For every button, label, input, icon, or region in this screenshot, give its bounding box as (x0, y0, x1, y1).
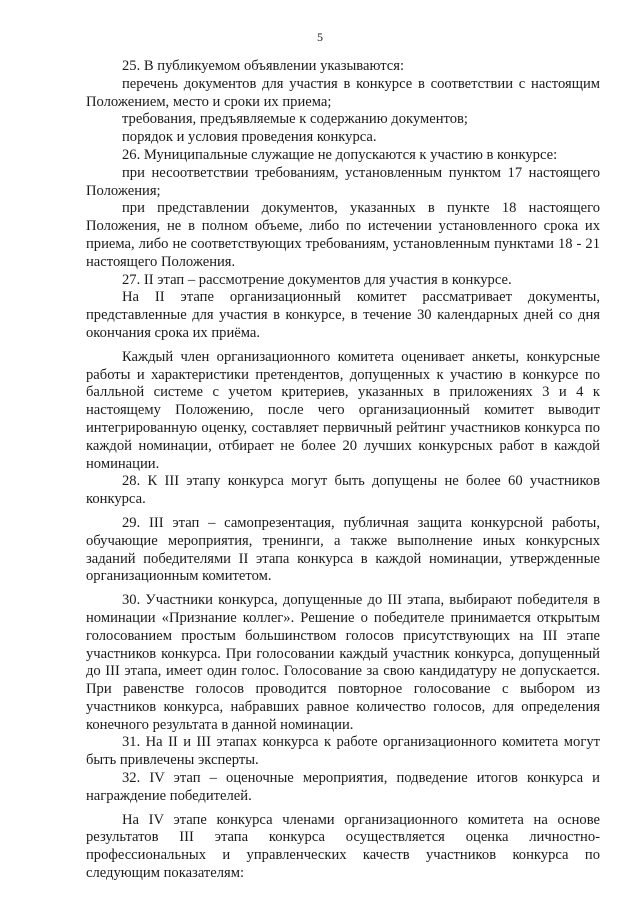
paragraph: 31. На II и III этапах конкурса к работе организационного комитета могут быть привлечены эксперты. (86, 734, 600, 769)
paragraph: Каждый член организационного комитета оценивает анкеты, конкурсные работы и характеристики претендентов, допущенных к участию в конкурсе по балльной системе с учетом критериев, указанных в приложениях 3 и 4 к настоящему Положению, после чего организационный комитет выводит интегрированную оценку, составляет первичный рейтинг участников конкурса по каждой номинации, отбирает не более 20 лучших конкурсных работ в каждой номинации. (86, 348, 600, 472)
paragraph: 27. II этап – рассмотрение документов для участия в конкурсе. (122, 271, 512, 288)
paragraph: 32. IV этап – оценочные мероприятия, подведение итогов конкурса и награждение победителей. (86, 770, 600, 804)
paragraph: 29. III этап – самопрезентация, публичная защита конкурсной работы, обучающие мероприятия, тренинги, а также выполнение иных конкурсных заданий победителями II этапа конкурса в каждой номинации, утвержденные организационным комитетом. (86, 514, 600, 585)
paragraph: 25. В публикуемом объявлении указываются: (122, 58, 404, 74)
paragraph: На II этапе организационный комитет рассматривает документы, представленные для участия в конкурсе, в течение 30 календарных дней со дня окончания срока их приёма. (86, 289, 600, 341)
paragraph: при несоответствии требованиям, установленным пунктом 17 настоящего Положения; (86, 164, 600, 199)
paragraph: 30. Участники конкурса, допущенные до III этапа, выбирают победителя в номинации «Признание коллег». Решение о победителе принимается открытым голосованием простым большинством голосов присутствующих на III этапе участников конкурса. При голосовании каждый участник конкурса, допущенный до III этапа, имеет один голос. Голосование за свою кандидатуру не допускается. При равенстве голосов проводится повторное голосование с выбором из участников конкурса, набравших равное количество голосов, для определения конечного результата в данной номинации. (86, 592, 600, 733)
paragraph: перечень документов для участия в конкурсе в соответствии с настоящим Положением, место и сроки их приема; (86, 75, 600, 110)
paragraph: требования, предъявляемые к содержанию документов; (122, 111, 468, 128)
paragraph: при представлении документов, указанных в пункте 18 настоящего Положения, не в полном объеме, либо по истечении установленного срока их приема, либо не соответствующих требованиям, установленным пунктами 18 - 21 настоящего Положения. (86, 200, 600, 270)
paragraph: 26. Муниципальные служащие не допускаются к участию в конкурсе: (122, 146, 558, 163)
paragraph: порядок и условия проведения конкурса. (122, 129, 377, 146)
paragraph: 28. К III этапу конкурса могут быть допущены не более 60 участников конкурса. (86, 473, 600, 508)
paragraph: На IV этапе конкурса членами организационного комитета на основе результатов III этапа конкурса осуществляется оценка личностно-профессиональных и управленческих качеств участников конкурса по следующим показателям: (86, 811, 600, 882)
document-body (86, 58, 600, 883)
page-number: 5 (317, 30, 323, 44)
